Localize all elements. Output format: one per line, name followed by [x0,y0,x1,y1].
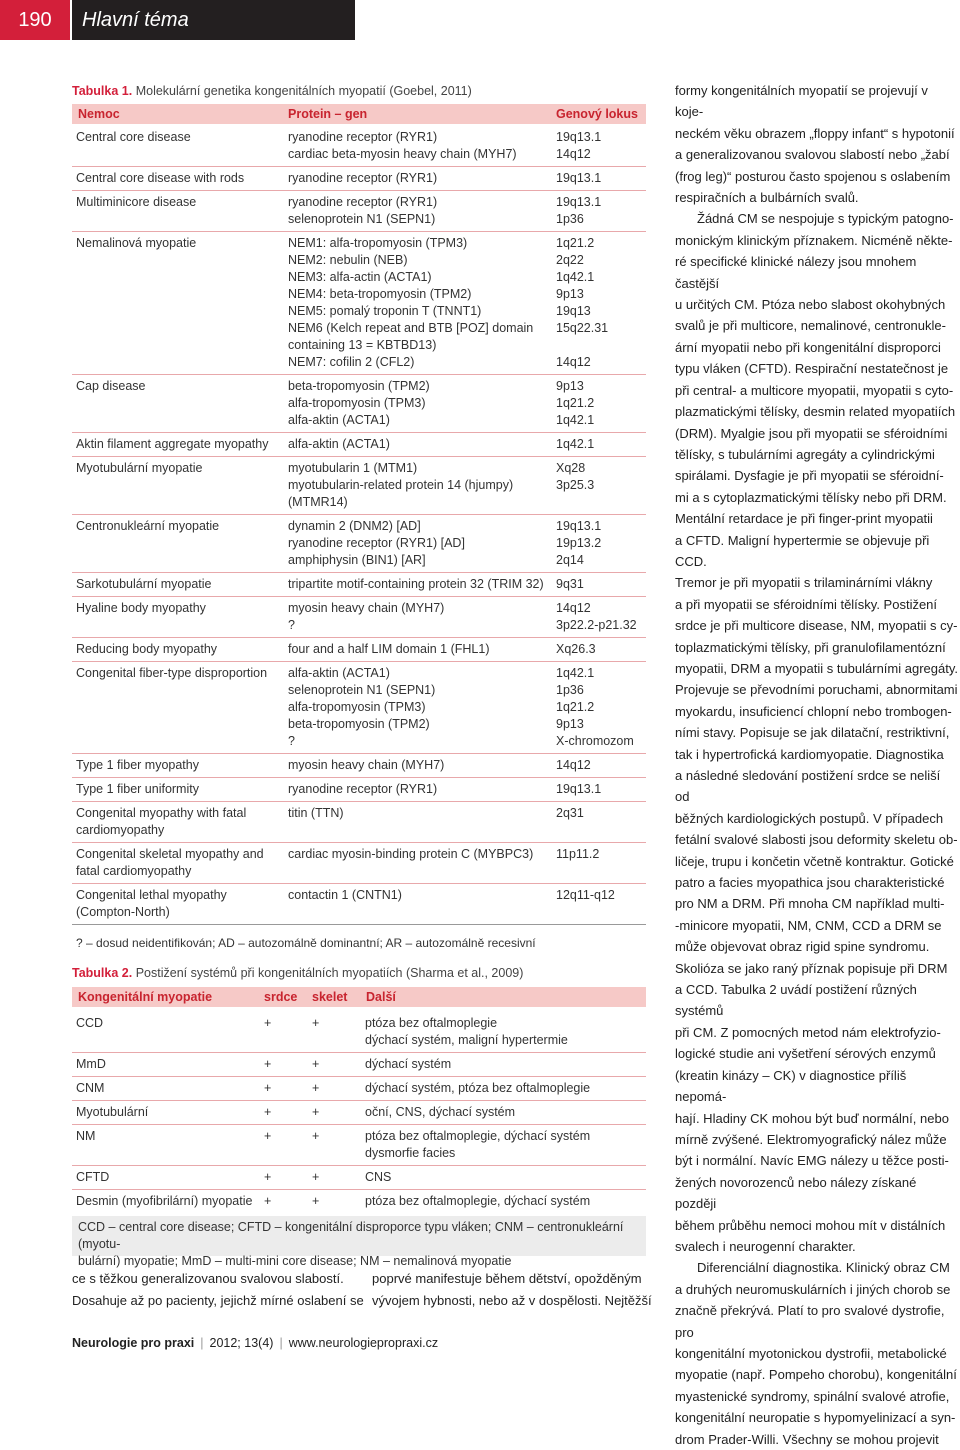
table2-cell-skeleton: + [312,1057,320,1071]
table1-cell-disease: Myotubulární myopatie [76,461,203,475]
table1-row-divider [72,456,646,457]
body-text-line: monickým klinickým příznakem. Nicméně někte- [675,232,953,248]
body-text-line: plazmatickými tělísky, desmin related myopatiích [675,404,956,420]
table2-cell-other: dýchací systém, maligní hypertermie [365,1033,568,1047]
footer-divider: | [200,1336,204,1350]
table2-cell-heart: + [264,1170,272,1184]
table1-cell-protein: selenoprotein N1 (SEPN1) [288,212,436,226]
body-text-line: Mentální retardace je při finger-print myopatii [675,511,933,527]
page-number-box [0,0,70,40]
table1-cell-protein: cardiac myosin-binding protein C (MYBPC3) [288,847,534,861]
table1-cell-disease: Hyaline body myopathy [76,601,206,615]
table2-row-divider [72,1124,646,1125]
table1-cell-protein: four and a half LIM domain 1 (FHL1) [288,642,490,656]
table2-cell-name: Desmin (myofibrilární) myopatie [76,1194,253,1208]
body-text-line: formy kongenitálních myopatií se projevují v koje- [675,83,928,120]
table1-row-divider [72,374,646,375]
table1-cell-protein: (MTMR14) [288,495,348,509]
table1-cell-disease: Type 1 fiber myopathy [76,758,199,772]
table1-cell-disease: Aktin filament aggregate myopathy [76,437,269,451]
body-text-line: při CM. Z pomocných metod nám elektrofyzio- [675,1024,941,1040]
table1-cell-protein: beta-tropomyosin (TPM2) [288,717,430,731]
body-text-line: toplazmatickými tělísky, při granulofilamentózní [675,639,946,655]
table2-cell-skeleton: + [312,1129,320,1143]
table1-row-divider [72,777,646,778]
table1-cell-protein: ryanodine receptor (RYR1) [AD] [288,536,465,550]
bottom-left-line: ce s těžkou generalizovanou svalovou slabostí. [72,1271,344,1286]
table1-cell-protein: ryanodine receptor (RYR1) [288,171,438,185]
table1-cell-disease: Reducing body myopathy [76,642,218,656]
table2-cell-heart: + [264,1057,272,1071]
table1-cell-locus: 19q13.1 [556,519,602,533]
body-text-line: fetální svalové slabosti jsou deformity skeletu ob- [675,832,958,848]
table2-note [72,1216,646,1268]
table1-row-divider [72,596,646,597]
body-text-line: ličeje, trupu i končetin včetně kontraktur. Gotické [675,853,954,869]
body-text-line: srdce je při multicore disease, NM, myopatii s cy- [675,618,958,634]
table1-col-locus: Genový lokus [556,107,638,121]
table1-cell-locus: 1p36 [556,212,584,226]
table1-cell-disease: cardiomyopathy [76,823,165,837]
table1-cell-protein: NEM5: pomalý troponin T (TNNT1) [288,304,482,318]
table1-cell-protein: ? [288,618,295,632]
body-text-line: a generalizovanou svalovou slabostí nebo „žabí [675,147,950,163]
table1-cell-protein: alfa-aktin (ACTA1) [288,413,390,427]
table1-cell-protein: beta-tropomyosin (TPM2) [288,379,430,393]
body-text-line: při central- a multicore myopatii, myopatii s cyto- [675,382,954,398]
body-text-line: myokardu, insuficiencí chlopní nebo trombogen- [675,703,952,719]
table1-cell-protein: myotubularin-related protein 14 (hjumpy) [288,478,514,492]
table1-cell-protein: NEM1: alfa-tropomyosin (TPM3) [288,236,468,250]
table1-cell-locus: 2q14 [556,553,584,567]
table1-cell-locus: 19q13.1 [556,782,602,796]
table1-label: Tabulka 1. [72,84,133,98]
table1-row-divider [72,842,646,843]
table1-cell-protein: ryanodine receptor (RYR1) [288,130,438,144]
table1-row-divider [72,432,646,433]
table1-col-disease: Nemoc [78,107,120,121]
table1-cell-protein: myosin heavy chain (MYH7) [288,758,445,772]
table1-cell-locus: 1q21.2 [556,396,595,410]
table1-cell-locus: 9q31 [556,577,584,591]
table2-cell-skeleton: + [312,1016,320,1030]
body-text-line: ré specifické klinické nálezy jsou mnohem častější [675,254,917,291]
table1-cell-locus: X-chromozom [556,734,634,748]
table2-row-divider [72,1189,646,1190]
body-text-line: kongenitální neuropatie s hypomyelinizací a syn- [675,1410,956,1426]
table1-cell-locus: 9p13 [556,379,584,393]
table1-cell-locus: 19p13.2 [556,536,602,550]
table1-cell-locus: 19q13.1 [556,195,602,209]
table1-cell-locus: 1q42.1 [556,437,595,451]
table1-cell-disease: (Compton-North) [76,905,170,919]
body-text-line: žených novorozenců nebo nálezy získané později [675,1174,917,1212]
right-column-text [675,80,958,1450]
table1-cell-locus: 14q12 [556,601,591,615]
table2-cell-other: CNS [365,1170,392,1184]
table1-footnote: ? – dosud neidentifikován; AD – autozomálně dominantní; AR – autozomálně recesivní [76,936,536,950]
table2-row-divider [72,1100,646,1101]
table1-cell-locus: 2q22 [556,253,584,267]
table2-cell-skeleton: + [312,1081,320,1095]
bottom-mid-line: vývojem hybnosti, nebo až v dospělosti. Nejtěžší [372,1293,652,1308]
body-text-line: a následné sledování postižení srdce se neliší od [675,768,941,805]
table1-cell-locus: 19q13.1 [556,130,602,144]
table1-cell-disease: Cap disease [76,379,146,393]
table1-row-divider [72,661,646,662]
body-text-line: myopatii, DRM a myopatii s tubulárními agregáty. [675,660,958,676]
section-title: Hlavní téma [82,8,189,31]
table1-cell-disease: Centronukleární myopatie [76,519,220,533]
bottom-mid-line: poprvé manifestuje během dětství, opožděným [372,1271,642,1286]
table1-cell-disease: Congenital fiber-type disproportion [76,666,268,680]
table1-cell-disease: Nemalinová myopatie [76,236,197,250]
table1-row-divider [72,166,646,167]
table1-cell-locus: 9p13 [556,717,584,731]
table2-label: Tabulka 2. [72,966,133,980]
body-text-line: Projevuje se převodními poruchami, abnormitami [675,682,958,698]
table1-bottom-rule [72,924,646,925]
body-text-line: Tremor je při myopatii s trilaminárními vlákny [675,575,933,591]
table2-note-line: bulární) myopatie; MmD – multi-mini core disease; NM – nemalinová myopatie [78,1254,512,1268]
table1-cell-protein: ? [288,734,295,748]
footer-url[interactable]: www.neurologiepropraxi.cz [288,1336,439,1350]
table1-row-divider [72,190,646,191]
table2-col-other: Další [366,990,396,1004]
body-text-line: myastenické syndromy, spinální svalové atrofie, [675,1388,950,1404]
table2-cell-heart: + [264,1016,272,1030]
table1-cell-locus: 1q42.1 [556,413,595,427]
body-text-line: patro a facies myopathica jsou charakteristické [675,875,945,891]
table2-cell-skeleton: + [312,1194,320,1208]
table2-cell-other: ptóza bez oftalmoplegie, dýchací systém [365,1129,591,1143]
table1-cell-protein: alfa-tropomyosin (TPM3) [288,700,426,714]
body-text-line: hají. Hladiny CK mohou být buď normální, nebo [675,1110,949,1126]
table1-cell-protein: titin (TTN) [288,806,344,820]
table1-row-divider [72,572,646,573]
table2-caption [72,966,523,980]
page-number: 190 [18,8,52,31]
table1-cell-protein: alfa-aktin (ACTA1) [288,437,390,451]
table2-cell-heart: + [264,1081,272,1095]
bottom-mid-text [372,1268,652,1312]
table2-row-divider [72,1076,646,1077]
table1-cell-protein: myosin heavy chain (MYH7) [288,601,445,615]
table1-cell-disease: fatal cardiomyopathy [76,864,192,878]
footer-journal: Neurologie pro praxi [72,1336,195,1350]
table1-cell-protein: amphiphysin (BIN1) [AR] [288,553,426,567]
table2-cell-name: Myotubulární [76,1105,149,1119]
body-text-line: typu vláken (CFTD). Respirační nestatečnost je [675,361,949,377]
body-text-line: spirálami. Dysfagie je při myopatii se sféroidní- [675,468,944,484]
body-text-line: během průběhu nemoci mohou mít v distálních [675,1217,946,1233]
table2-cell-name: CNM [76,1081,105,1095]
table1-cell-protein: myotubularin 1 (MTM1) [288,461,418,475]
table1-cell-protein: contactin 1 (CNTN1) [288,888,402,902]
table2-col-heart: srdce [264,990,298,1004]
table2-cell-skeleton: + [312,1170,320,1184]
table1-cell-locus: 14q12 [556,147,591,161]
table1-cell-protein: tripartite motif-containing protein 32 (TRIM 32) [288,577,544,591]
body-text-line: mi a s cytoplazmatickými tělísky nebo při DRM. [675,489,947,505]
body-text-line: tělísky, s tubulárními agregáty a cylindrickými [675,446,935,462]
table1-cell-locus: 1p36 [556,683,584,697]
table2-cell-name: CFTD [76,1170,110,1184]
table2-note-line: CCD – central core disease; CFTD – kongenitální disproporce typu vláken; CNM – centronukleární (myotu- [78,1220,624,1251]
bottom-left-line: Dosahuje až po pacienty, jejichž mírné oslabení se [72,1293,364,1308]
table2-col-skeleton: skelet [312,990,348,1004]
table1-cell-locus: 1q42.1 [556,270,595,284]
table2-header [72,987,646,1007]
table1-row-divider [72,514,646,515]
body-text-line: Skolióza se jako raný příznak popisuje při DRM [675,960,948,976]
table1-cell-locus: 3p25.3 [556,478,595,492]
body-text-line: neckém věku obrazem „floppy infant“ s hypotonií [675,125,955,141]
table1-cell-locus: 15q22.31 [556,321,609,335]
body-text-line: být i normální. Navíc EMG nálezy u těžce posti- [675,1153,949,1169]
body-text-line: u určitých CM. Ptóza nebo slabost okohybných [675,297,946,313]
table1-cell-disease: Congenital lethal myopathy [76,888,227,902]
body-text-line: logické studie ani vyšetření sérových enzymů [675,1046,936,1062]
body-text-line: Žádná CM se nespojuje s typickým patogno- [697,211,954,227]
table1-cell-protein: NEM6 (Kelch repeat and BTB [POZ] domain [288,321,534,335]
table1-cell-locus: 1q42.1 [556,666,595,680]
table2-caption-text: Postižení systémů při kongenitálních myopatiích (Sharma et al., 2009) [135,966,524,980]
table1-cell-locus: 14q12 [556,758,591,772]
table1-cell-protein: ryanodine receptor (RYR1) [288,782,438,796]
body-text-line: respiračních a bulbárních svalů. [675,190,859,206]
table2-cell-heart: + [264,1129,272,1143]
table1-cell-disease: Central core disease with rods [76,171,245,185]
table2-cell-other: oční, CNS, dýchací systém [365,1105,516,1119]
table1-caption-text: Molekulární genetika kongenitálních myopatií (Goebel, 2011) [135,84,472,98]
table2-cell-other: dýchací systém [365,1057,452,1071]
table1-cell-protein: dynamin 2 (DNM2) [AD] [288,519,421,533]
table2-col-name: Kongenitální myopatie [78,990,213,1004]
table1-cell-disease: Multiminicore disease [76,195,197,209]
body-text-line: a CCD. Tabulka 2 uvádí postižení různých systémů [675,982,917,1019]
table1-cell-locus: 9p13 [556,287,584,301]
body-text-line: svalů je při multicore, nemalinové, centronukle- [675,318,946,334]
bottom-left-text [72,1268,364,1312]
body-text-line: (kreatin kinázy – CK) v diagnostice příliš nepomá- [675,1067,907,1105]
table2-cell-other: ptóza bez oftalmoplegie, dýchací systém [365,1194,591,1208]
table1-cell-disease: Central core disease [76,130,191,144]
table1-cell-protein: NEM7: cofilin 2 (CFL2) [288,355,415,369]
table1-cell-protein: NEM2: nebulin (NEB) [288,253,408,267]
table1-cell-protein: NEM4: beta-tropomyosin (TPM2) [288,287,472,301]
table2-row-divider [72,1165,646,1166]
table1-cell-locus: Xq26.3 [556,642,596,656]
table1-cell-protein: selenoprotein N1 (SEPN1) [288,683,436,697]
table1-cell-protein: alfa-tropomyosin (TPM3) [288,396,426,410]
table2-cell-heart: + [264,1194,272,1208]
body-text-line: ními stavy. Popisuje se jak dilatační, restriktivní, [675,725,950,741]
table2-cell-name: NM [76,1129,96,1143]
table1-cell-protein: ryanodine receptor (RYR1) [288,195,438,209]
body-text-line: může objevovat obraz rigid spine syndromu. [675,939,930,955]
body-text-line: -minicore myopatii, NM, CNM, CCD a DRM se [675,917,942,933]
body-text-line: značně překrývá. Platí to pro svalové dystrofie, pro [675,1303,945,1340]
table1-cell-protein: NEM3: alfa-actin (ACTA1) [288,270,432,284]
body-text-line: kongenitální myotonickou dystrofii, metabolické [675,1345,947,1361]
table1-cell-protein: containing 13 = KBTBD13) [288,338,437,352]
table1-cell-protein: cardiac beta-myosin heavy chain (MYH7) [288,147,517,161]
table1-cell-disease: Congenital skeletal myopathy and [76,847,264,861]
table1-row-divider [72,753,646,754]
table1-cell-locus: 11p11.2 [556,847,600,861]
table1-cell-locus: 2q31 [556,806,584,820]
table1-cell-disease: Congenital myopathy with fatal [76,806,247,820]
body-text-line: tak i hypertrofická kardiomyopatie. Diagnostika [675,746,944,762]
table2-cell-skeleton: + [312,1105,320,1119]
table1-row-divider [72,883,646,884]
body-text-line: mírně zvýšené. Elektromyografický nález může [675,1131,947,1147]
table2-cell-heart: + [264,1105,272,1119]
table2-cell-other: dýchací systém, ptóza bez oftalmoplegie [365,1081,591,1095]
table1-cell-protein: alfa-aktin (ACTA1) [288,666,390,680]
table1-caption [72,84,472,98]
table1-cell-locus: 1q21.2 [556,236,595,250]
table2-cell-name: MmD [76,1057,106,1071]
table1-cell-locus: 3p22.2-p21.32 [556,618,637,632]
body-text-line: (DRM). Myalgie jsou při myopatii se sféroidními [675,425,948,441]
table1-cell-locus: 14q12 [556,355,591,369]
table1-col-protein: Protein – gen [288,107,368,121]
body-text-line: a při myopatii se sféroidními tělísky. Postižení [675,596,938,612]
table2-cell-name: CCD [76,1016,104,1030]
section-title-box [72,0,355,40]
footer-divider: | [279,1336,283,1350]
table2-cell-other: ptóza bez oftalmoplegie [365,1016,498,1030]
table1-cell-disease: Sarkotubulární myopatie [76,577,212,591]
table1-cell-locus: 19q13 [556,304,591,318]
table2-row-divider [72,1052,646,1053]
body-text-line: a druhých neuromuskulárních i jiných chorob se [675,1281,951,1297]
table1-row-divider [72,637,646,638]
table1-row-divider [72,231,646,232]
table1-cell-locus: 12q11-q12 [556,888,615,902]
table1-cell-disease: Type 1 fiber uniformity [76,782,199,796]
body-text-line: ární myopatii nebo při kongenitální disproporci [675,339,941,355]
body-text-line: a CFTD. Maligní hypertermie se objevuje při CCD. [675,532,930,569]
body-text-line: drom Prader-Willi. Všechny se mohou projevit [675,1431,939,1447]
body-text-line: pro NM a DRM. Při mnoha CM například multi- [675,896,945,912]
table1-cell-locus: 1q21.2 [556,700,595,714]
footer-issue: 2012; 13(4) [209,1336,274,1350]
body-text-line: Diferenciální diagnostika. Klinický obraz CM [697,1260,950,1276]
table1-cell-locus: Xq28 [556,461,586,475]
body-text-line: (frog leg)“ posturou často spojenou s oslabením [675,168,951,184]
table1-row-divider [72,801,646,802]
body-text-line: svalech i neurogenní charakter. [675,1238,856,1254]
table1-cell-locus: 19q13.1 [556,171,602,185]
body-text-line: běžných kardiologických postupů. V případech [675,810,944,826]
table2-cell-other: dysmorfie facies [365,1146,456,1160]
footer [72,1336,438,1350]
body-text-line: myopatie (např. Pompeho chorobu), kongenitální [675,1367,957,1383]
table1-header [72,104,646,124]
